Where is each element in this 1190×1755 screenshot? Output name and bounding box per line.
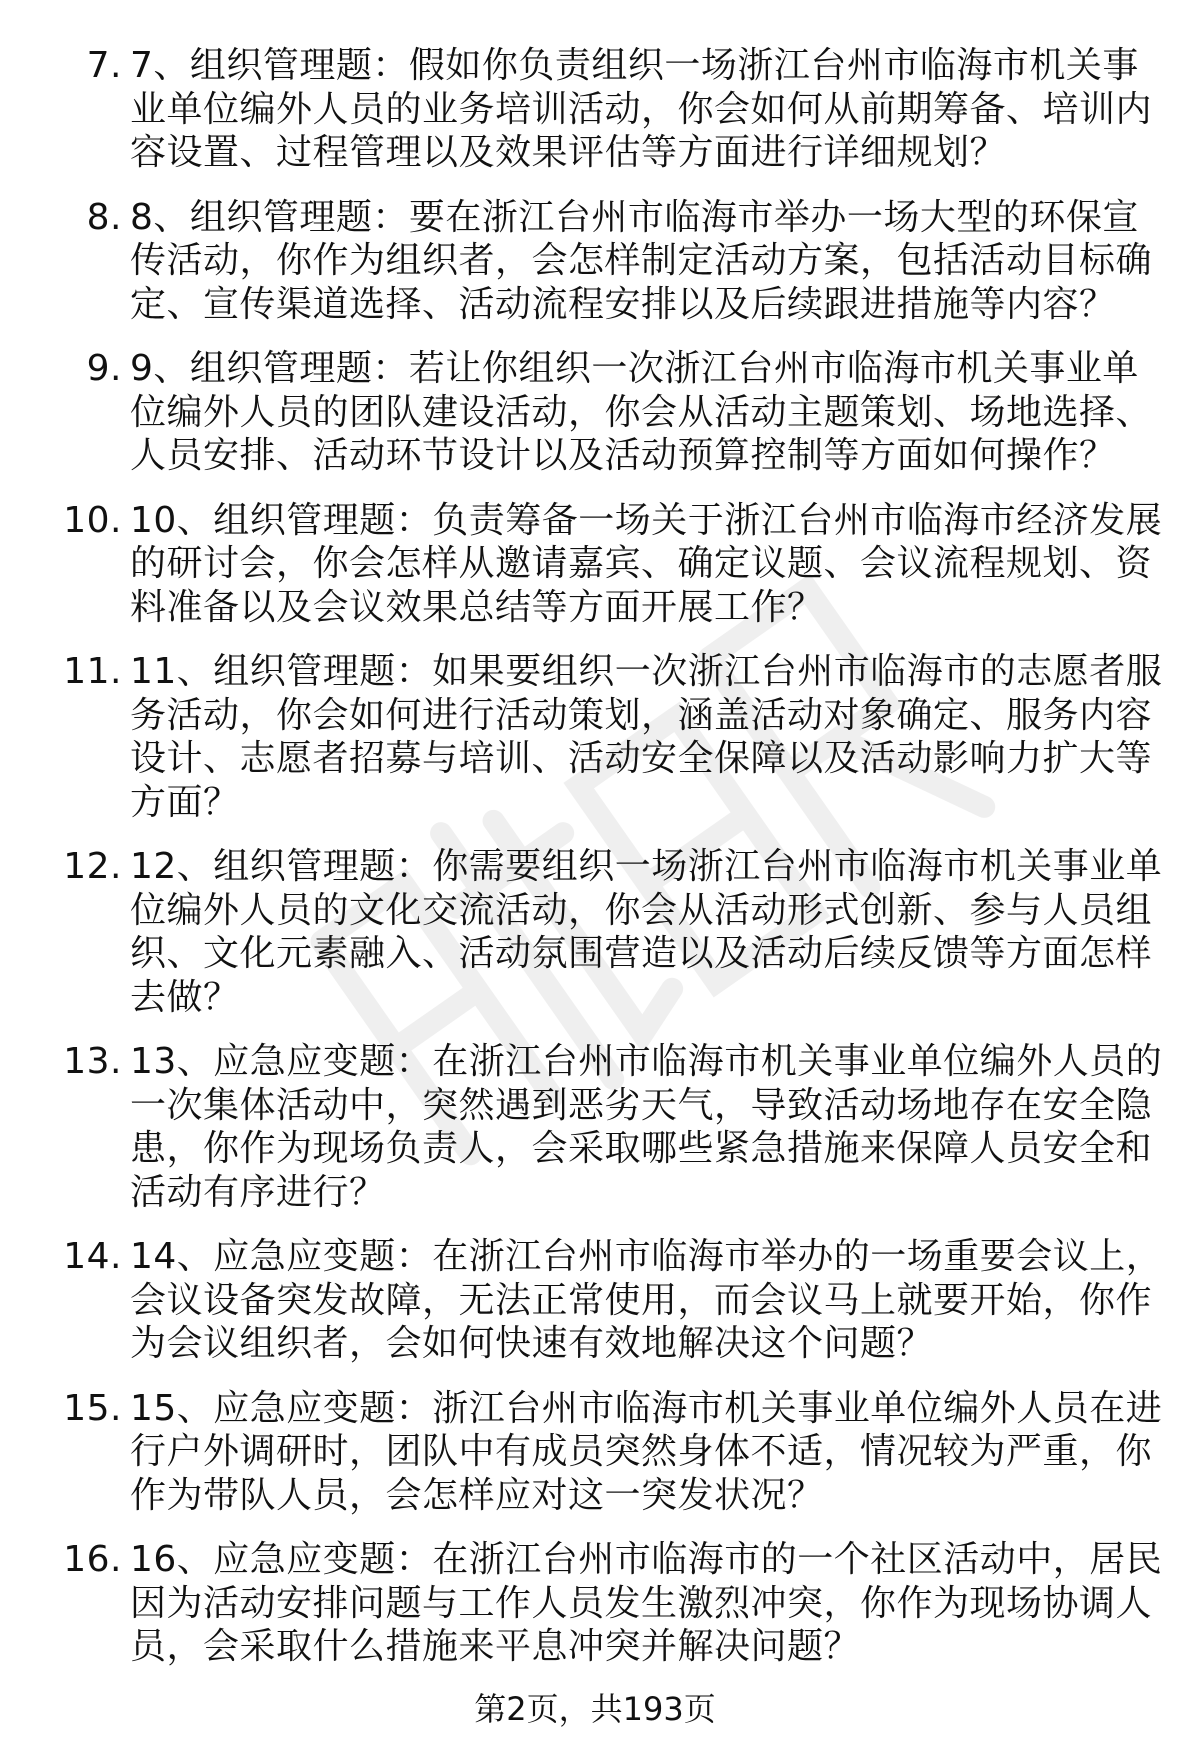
question-text: 8、组织管理题：要在浙江台州市临海市举办一场大型的环保宣传活动，你作为组织者，会怎样制定活动方案，包括活动目标确定、宣传渠道选择、活动流程安排以及后续跟进措施等内容？	[130, 196, 1153, 325]
list-item	[40, 499, 1165, 630]
question-text: 16、应急应变题：在浙江台州市临海市的一个社区活动中，居民因为活动安排问题与工作人员发生激烈冲突，你作为现场协调人员，会采取什么措施来平息冲突并解决问题？	[130, 1539, 1163, 1667]
list-item	[40, 1040, 1165, 1214]
question-number: 13.	[63, 1041, 122, 1082]
question-list	[40, 44, 1165, 1690]
list-item	[40, 845, 1165, 1019]
question-number: 16.	[63, 1539, 122, 1580]
list-item	[40, 1387, 1165, 1518]
list-item	[40, 1538, 1165, 1669]
question-text: 10、组织管理题：负责筹备一场关于浙江台州市临海市经济发展的研讨会，你会怎样从邀请嘉宾、确定议题、会议流程规划、资料准备以及会议效果总结等方面开展工作？	[130, 499, 1163, 628]
question-text: 14、应急应变题：在浙江台州市临海市举办的一场重要会议上，会议设备突发故障，无法正常使用，而会议马上就要开始，你作为会议组织者，会如何快速有效地解决这个问题？	[130, 1236, 1163, 1364]
question-text: 11、组织管理题：如果要组织一次浙江台州市临海市的志愿者服务活动，你会如何进行活动策划，涵盖活动对象确定、服务内容设计、志愿者招募与培训、活动安全保障以及活动影响力扩大等方面？	[130, 651, 1163, 823]
list-item	[40, 1235, 1165, 1366]
question-text: 12、组织管理题：你需要组织一场浙江台州市临海市机关事业单位编外人员的文化交流活动，你会从活动形式创新、参与人员组织、文化元素融入、活动氛围营造以及活动后续反馈等方面怎样去做？	[130, 846, 1163, 1018]
question-text: 7、组织管理题：假如你负责组织一场浙江台州市临海市机关事业单位编外人员的业务培训活动，你会如何从前期筹备、培训内容设置、过程管理以及效果评估等方面进行详细规划？	[130, 45, 1153, 173]
list-item	[40, 347, 1165, 478]
question-text: 15、应急应变题：浙江台州市临海市机关事业单位编外人员在进行户外调研时，团队中有成员突然身体不适，情况较为严重，你作为带队人员，会怎样应对这一突发状况？	[130, 1387, 1163, 1516]
list-item	[40, 196, 1165, 327]
question-number: 9.	[86, 348, 122, 389]
question-number: 12.	[63, 846, 122, 887]
question-number: 8.	[86, 196, 122, 238]
list-item	[40, 44, 1165, 175]
page-number-footer: 第2页，共193页	[474, 1690, 716, 1728]
question-number: 7.	[86, 45, 122, 86]
question-text: 13、应急应变题：在浙江台州市临海市机关事业单位编外人员的一次集体活动中，突然遇到恶劣天气，导致活动场地存在安全隐患，你作为现场负责人，会采取哪些紧急措施来保障人员安全和活动有序进行？	[130, 1041, 1163, 1213]
list-item	[40, 650, 1165, 824]
question-number: 11.	[63, 651, 122, 692]
question-text: 9、组织管理题：若让你组织一次浙江台州市临海市机关事业单位编外人员的团队建设活动，你会从活动主题策划、场地选择、人员安排、活动环节设计以及活动预算控制等方面如何操作？	[130, 348, 1153, 476]
question-number: 10.	[63, 499, 122, 541]
question-number: 14.	[63, 1236, 122, 1277]
question-number: 15.	[63, 1387, 122, 1429]
